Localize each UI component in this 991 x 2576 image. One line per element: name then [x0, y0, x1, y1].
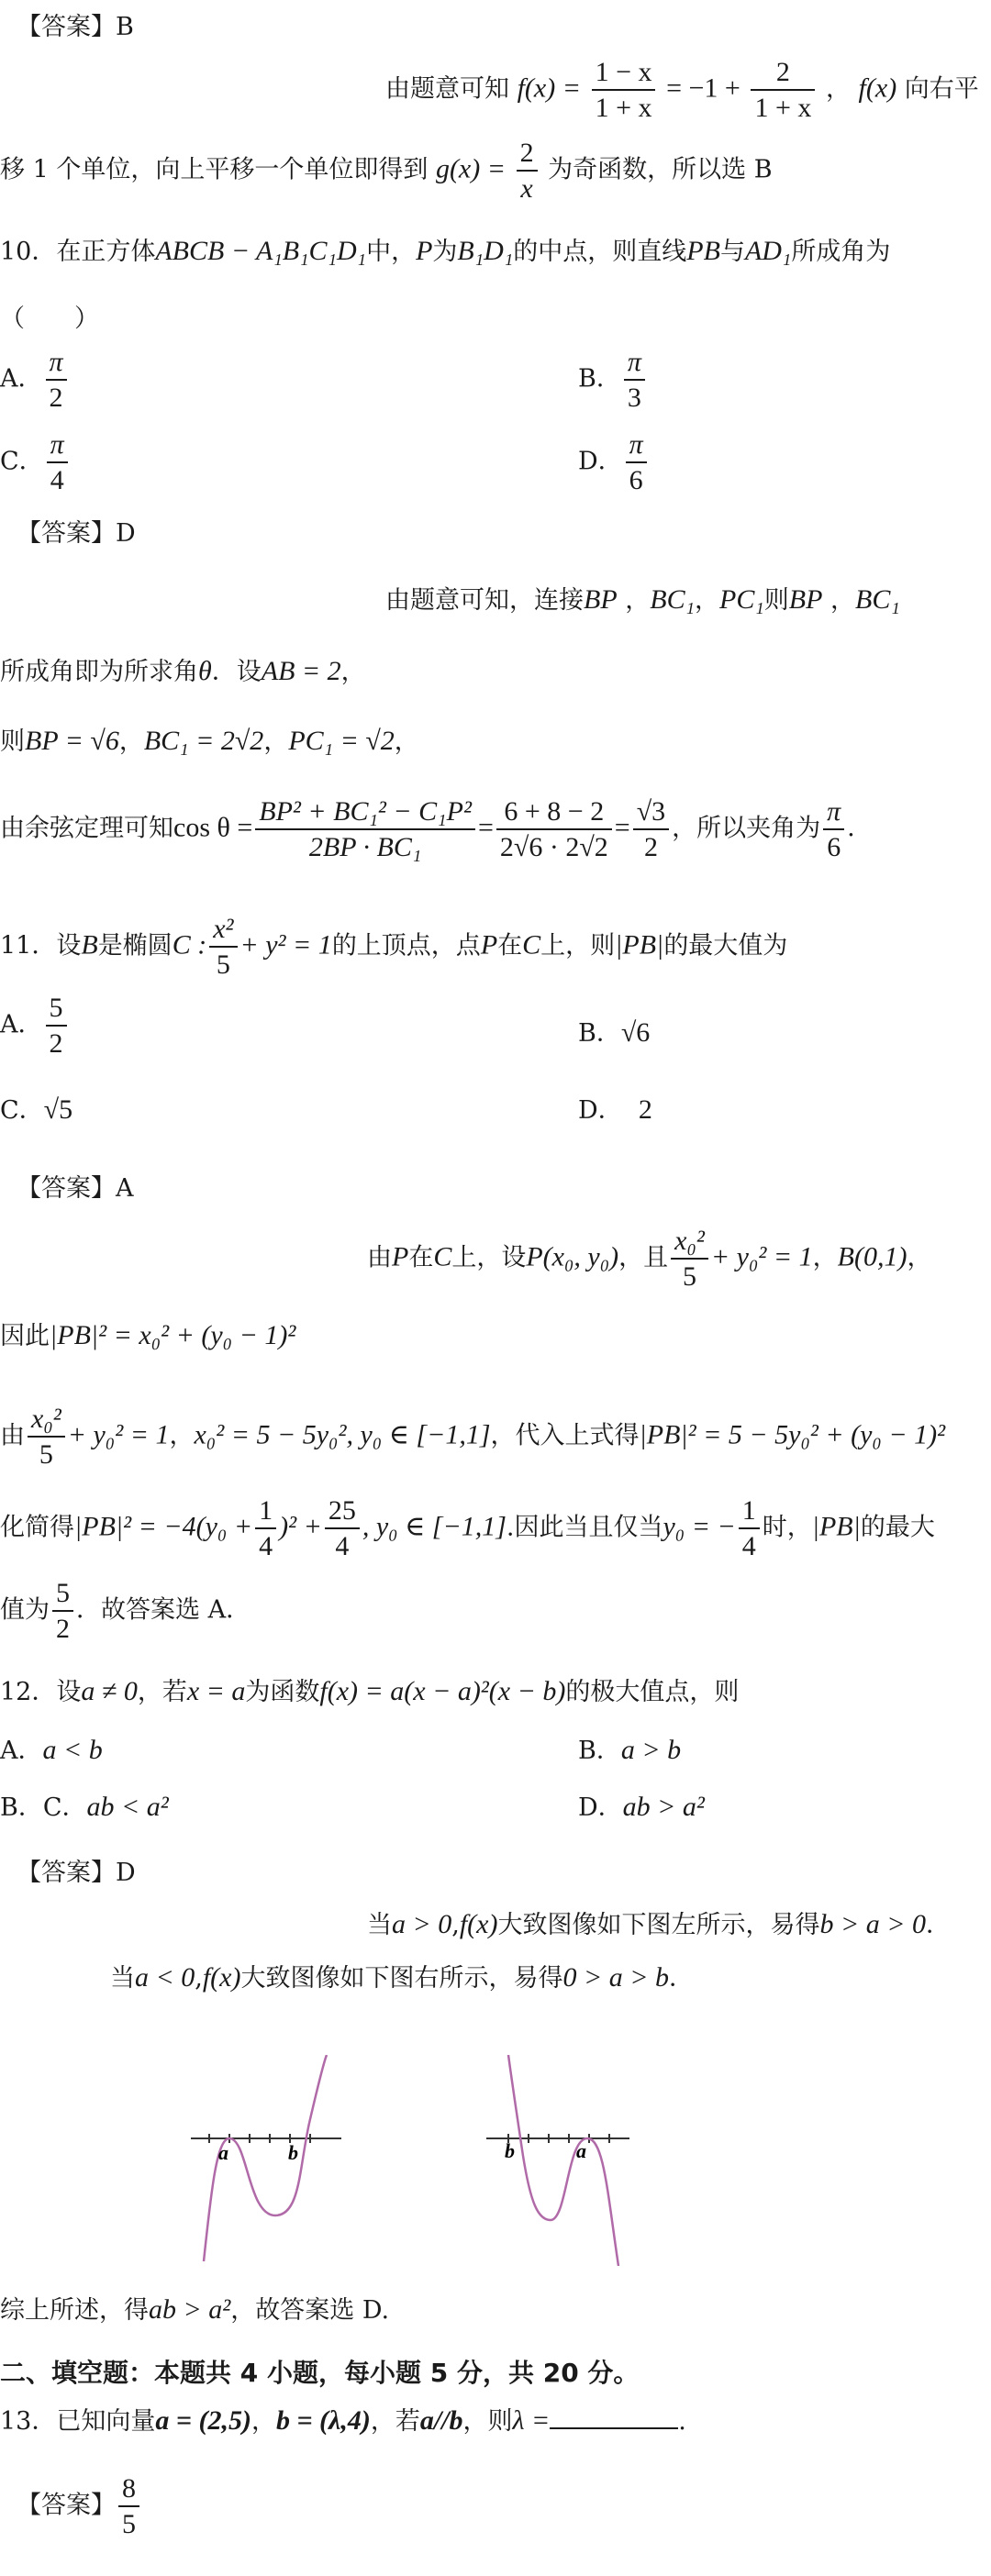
q12-answer-tag: 【答案】D — [17, 1859, 136, 1887]
math: B — [81, 929, 98, 960]
math: cos θ = — [173, 812, 253, 843]
frac-den: 1 + x — [595, 93, 652, 123]
label-a-left: a — [218, 2141, 228, 2164]
q9-sol-comma: ， — [825, 74, 851, 104]
option-label: D． — [578, 1096, 623, 1125]
q11-option-d — [578, 1094, 652, 1127]
q11-option-c — [0, 1094, 72, 1127]
text: 与 — [719, 238, 745, 266]
frac — [671, 1226, 708, 1292]
math: |PB|² = −4(y₀ + — [74, 1511, 253, 1542]
option-label: B． — [578, 1737, 621, 1765]
frac-num: 6 + 8 − 2 — [496, 796, 612, 830]
q9-sol-text2: 向右平 — [904, 74, 979, 104]
frac-den: 2BP · BC₁ — [308, 832, 422, 862]
text: 13．已知向量 — [0, 2407, 156, 2436]
text: 的最大 — [860, 1513, 935, 1542]
math: |PB| — [811, 1511, 861, 1542]
q9-sol2-gx: g(x) = — [435, 153, 506, 184]
q12-option-b — [578, 1734, 681, 1767]
math: |PB|² = 5 − 5y₀² + (y₀ − 1)² — [639, 1419, 946, 1450]
section2-heading: 二、填空题：本题共 4 小题，每小题 5 分，共 20 分。 — [0, 2358, 640, 2388]
text: 所成角即为所求角 — [0, 658, 198, 686]
math: + y² = 1 — [239, 929, 332, 960]
q10-solution-line1 — [385, 583, 900, 616]
option-label: A． — [0, 364, 43, 394]
option-label: B． — [578, 364, 621, 394]
q11-answer-tag: 【答案】A — [17, 1174, 134, 1203]
frac-num: 1 − x — [592, 57, 656, 91]
option-label: A． — [0, 1010, 43, 1039]
q11-option-b — [578, 1016, 650, 1049]
option-frac — [626, 429, 647, 495]
q11-stem — [0, 914, 787, 980]
frac-num: x₀² — [28, 1404, 65, 1438]
math: C — [522, 929, 541, 960]
text: 当 — [367, 1911, 392, 1939]
text: 中， — [366, 238, 417, 266]
q10-option-d — [578, 429, 650, 495]
option-label: B． — [578, 1019, 621, 1048]
text: 10．在正方体 — [0, 238, 156, 266]
left-graph — [191, 2055, 341, 2261]
frac-num: π — [46, 347, 67, 381]
text: 的极大值点，则 — [565, 1678, 740, 1706]
text: ， — [695, 586, 720, 615]
frac-den: 2 — [643, 832, 658, 862]
math: + y₀² = 1 — [67, 1419, 170, 1450]
math: a//b — [419, 2405, 463, 2436]
option-value: √6 — [620, 1017, 651, 1048]
frac-num: x² — [209, 914, 237, 948]
right-graph — [486, 2055, 629, 2266]
option-frac — [46, 993, 67, 1059]
frac-num: 25 — [325, 1495, 360, 1529]
math: f(x) — [459, 1909, 498, 1939]
math: + y₀² = 1 — [710, 1241, 813, 1272]
frac-num: 5 — [52, 1578, 73, 1612]
q11-option-a — [0, 993, 70, 1059]
q11-solution-line3 — [0, 1404, 945, 1470]
text: ， — [394, 727, 419, 756]
text: ，所以夹角为 — [672, 814, 821, 843]
math: BP — [584, 584, 618, 615]
text: 12．设 — [0, 1678, 82, 1706]
frac — [118, 2473, 139, 2539]
q9-sol-fx2: f(x) — [858, 72, 897, 104]
option-label: D． — [578, 447, 623, 476]
math: B(0,1) — [837, 1241, 907, 1272]
frac-num: π — [624, 347, 645, 381]
q11-solution-line5 — [0, 1578, 251, 1644]
math: AB = 2 — [261, 656, 341, 686]
frac-num: 5 — [46, 993, 67, 1027]
option-frac — [46, 347, 67, 413]
math: BC₁ = 2√2 — [143, 726, 264, 756]
math: BP = √6 — [25, 726, 119, 756]
math: P — [416, 236, 433, 266]
q10-option-c — [0, 429, 71, 495]
frac-den: 5 — [39, 1439, 53, 1470]
frac-den: 2 — [49, 1028, 63, 1059]
q10-option-b — [578, 347, 648, 413]
math: a = (2,5) — [155, 2405, 251, 2436]
text: 大致图像如下图左所示，易得 — [497, 1911, 820, 1939]
text: 大致图像如下图右所示，易得 — [240, 1964, 563, 1993]
text: ，若 — [370, 2407, 420, 2436]
frac-num: 1 — [255, 1495, 276, 1529]
q11-solution-line4 — [0, 1495, 935, 1561]
text: ．故答案选 A． — [76, 1595, 251, 1625]
text: 为函数 — [245, 1678, 320, 1706]
text: 的中点，则直线 — [513, 238, 687, 266]
answer-blank[interactable] — [550, 2404, 678, 2429]
math: P(x₀, y₀) — [526, 1241, 619, 1272]
q9-answer-tag: 【答案】B — [17, 13, 134, 41]
text: 在 — [408, 1243, 434, 1272]
text: 因此 — [0, 1322, 50, 1350]
text: 化简得 — [0, 1513, 74, 1542]
option-label: A． — [0, 1737, 43, 1765]
q9-sol-mid: = −1 + — [666, 72, 740, 104]
text: ，故答案选 D. — [230, 2296, 390, 2325]
frac — [496, 796, 612, 862]
text: ．设 — [211, 658, 262, 686]
frac-num: 8 — [118, 2473, 139, 2507]
option-value: 2 — [638, 1094, 652, 1125]
frac — [28, 1404, 65, 1470]
frac-den: 6 — [827, 832, 841, 862]
math: |PB|² = x₀² + (y₀ − 1)² — [50, 1320, 296, 1350]
q9-frac2 — [751, 57, 815, 123]
math: , y₀ ∈ [−1,1] — [362, 1511, 507, 1542]
option-label: C． — [0, 447, 44, 476]
text: ，代入上式得 — [490, 1421, 640, 1450]
q10-solution-line4 — [0, 796, 872, 862]
math: PC₁ = √2 — [288, 726, 395, 756]
label-b-right: b — [505, 2139, 515, 2162]
q9-sol2-text2: 为奇函数，所以选 B — [548, 155, 773, 184]
frac-den: 4 — [259, 1531, 273, 1561]
frac — [255, 1495, 276, 1561]
frac-num: 1 — [739, 1495, 760, 1529]
q9-sol-text: 由题意可知 — [385, 74, 509, 104]
math: BC₁ — [855, 584, 900, 615]
math: PB — [686, 236, 720, 266]
text: ， — [812, 1243, 838, 1272]
option-value: ab < a² — [86, 1792, 169, 1822]
frac-num: π — [626, 429, 647, 463]
text: , — [451, 1911, 460, 1939]
frac-den: 4 — [50, 465, 64, 495]
text: 是椭圆 — [97, 931, 173, 960]
q12-solution-line2 — [110, 1961, 694, 1994]
q12-option-c — [0, 1791, 169, 1824]
frac-num: x₀² — [671, 1226, 708, 1260]
frac-den: x — [520, 173, 533, 204]
math: PC₁ — [719, 584, 764, 615]
q9-sol-fx: f(x) = — [517, 72, 581, 104]
text: ． — [847, 814, 873, 843]
frac — [255, 796, 475, 862]
q10-option-a — [0, 347, 70, 413]
frac — [739, 1495, 760, 1561]
q9-frac1 — [592, 57, 656, 123]
math: ABCB − A₁B₁C₁D₁ — [155, 236, 367, 266]
frac — [209, 914, 237, 980]
label-b-left: b — [288, 2141, 298, 2164]
text: ． — [925, 1911, 951, 1939]
math: x = a — [186, 1676, 246, 1706]
option-value: a > b — [620, 1735, 682, 1765]
text: ， — [340, 658, 366, 686]
text: 综上所述，得 — [0, 2296, 149, 2325]
text: 上，则 — [540, 931, 616, 960]
frac-den: 1 + x — [754, 93, 812, 123]
option-frac — [624, 347, 645, 413]
frac-den: 4 — [335, 1531, 350, 1561]
math: ab > a² — [149, 2294, 231, 2325]
text: ， — [118, 727, 144, 756]
math: |PB| — [615, 929, 664, 960]
q11-solution-line2 — [0, 1319, 295, 1352]
q10-solution-line3 — [0, 725, 419, 758]
text: ，则 — [462, 2407, 513, 2436]
option-label: D． — [578, 1793, 623, 1822]
label-a-right: a — [576, 2139, 586, 2162]
q12-option-a — [0, 1734, 103, 1767]
math: 0 > a > b — [562, 1962, 669, 1993]
text: 则 — [763, 586, 789, 615]
frac-num: 2 — [751, 57, 815, 91]
math: f(x) = a(x − a)²(x − b) — [319, 1676, 566, 1706]
frac-num: 2 — [517, 138, 538, 172]
text: , — [195, 1964, 203, 1993]
math: BP — [788, 584, 823, 615]
frac-num: √3 — [633, 796, 669, 830]
q12-stem — [0, 1675, 739, 1708]
text: 由 — [367, 1243, 392, 1272]
text: ， — [907, 1243, 932, 1272]
math: B₁D₁ — [457, 236, 514, 266]
q12-option-d — [578, 1791, 705, 1824]
text: 的最大值为 — [663, 931, 788, 960]
q12-graphs — [184, 2055, 642, 2266]
q12-conclusion — [0, 2293, 389, 2326]
text: 上，设 — [451, 1243, 527, 1272]
frac-den: 3 — [627, 383, 641, 413]
text: 由 — [0, 1421, 25, 1450]
math: a ≠ 0 — [81, 1676, 138, 1706]
math: θ — [198, 656, 212, 686]
math: = — [614, 812, 630, 843]
math: b > a > 0 — [819, 1909, 926, 1939]
option-frac — [47, 429, 68, 495]
frac-den: 5 — [216, 949, 230, 980]
math: y₀ = − — [663, 1511, 736, 1542]
q10-answer-tag: 【答案】D — [17, 519, 136, 548]
frac-den: 5 — [122, 2509, 136, 2539]
text: ， — [251, 2407, 276, 2436]
q13-answer — [17, 2473, 142, 2539]
option-value: ab > a² — [622, 1792, 705, 1822]
math: b = (λ,4) — [275, 2405, 371, 2436]
frac-den: 6 — [629, 465, 643, 495]
math: f(x) — [202, 1962, 241, 1993]
option-value: a < b — [42, 1735, 103, 1765]
text: 由余弦定理可知 — [0, 814, 173, 843]
math: C : — [172, 929, 207, 960]
text: ， — [830, 586, 856, 615]
q9-solution-line1 — [385, 57, 979, 123]
text: ． — [668, 1964, 694, 1993]
text: 值为 — [0, 1595, 50, 1625]
math: = — [477, 812, 494, 843]
frac — [633, 796, 669, 862]
text: . — [678, 2407, 686, 2436]
q9-solution-line2 — [0, 138, 773, 204]
math: a > 0 — [392, 1909, 452, 1939]
frac — [823, 796, 844, 862]
text: ， — [169, 1421, 195, 1450]
text: 时， — [762, 1513, 812, 1542]
q9-frac3 — [517, 138, 538, 204]
option-label: B．C． — [0, 1793, 87, 1822]
math: P — [392, 1241, 409, 1272]
q9-sol2-text: 移 1 个单位，向上平移一个单位即得到 — [0, 155, 429, 184]
q10-paren: （ ） — [0, 305, 99, 333]
text: 当 — [110, 1964, 135, 1993]
text: ， — [263, 727, 289, 756]
text: 11．设 — [0, 931, 82, 960]
frac-den: 2 — [56, 1614, 70, 1644]
frac-den: 4 — [741, 1531, 756, 1561]
frac-num: π — [823, 796, 844, 830]
math: C — [433, 1241, 452, 1272]
curve-right — [508, 2055, 618, 2266]
text: 在 — [497, 931, 523, 960]
text: 为 — [432, 238, 458, 266]
frac-den: 2√6 · 2√2 — [499, 832, 608, 862]
math: a < 0 — [135, 1962, 195, 1993]
math: P — [480, 929, 498, 960]
text: ，且 — [618, 1243, 669, 1272]
math: BC₁ — [650, 584, 696, 615]
text: ， — [625, 586, 651, 615]
frac-num: π — [47, 429, 68, 463]
q10-solution-line2 — [0, 655, 366, 688]
frac — [52, 1578, 73, 1644]
q11-solution-line1 — [367, 1226, 931, 1292]
option-label: C． — [0, 1096, 44, 1125]
math: λ = — [512, 2405, 551, 2436]
text: 则 — [0, 727, 25, 756]
option-value: √5 — [43, 1094, 73, 1125]
q10-stem — [0, 235, 890, 268]
text: .因此当且仅当 — [506, 1513, 663, 1542]
q13-stem — [0, 2404, 686, 2437]
q12-solution-line1 — [367, 1908, 951, 1941]
frac-num: BP² + BC₁² − C₁P² — [255, 796, 475, 830]
text: 所成角为 — [791, 238, 891, 266]
frac-den: 2 — [49, 383, 63, 413]
math: x₀² = 5 − 5y₀², y₀ ∈ [−1,1] — [194, 1419, 491, 1450]
frac — [325, 1495, 360, 1561]
answer-tag: 【答案】 — [17, 2491, 116, 2520]
text: ，若 — [137, 1678, 187, 1706]
math: )² + — [279, 1511, 322, 1542]
frac-den: 5 — [683, 1261, 697, 1292]
text: 由题意可知，连接 — [385, 586, 584, 615]
math: AD₁ — [744, 236, 792, 266]
text: 的上顶点，点 — [331, 931, 481, 960]
